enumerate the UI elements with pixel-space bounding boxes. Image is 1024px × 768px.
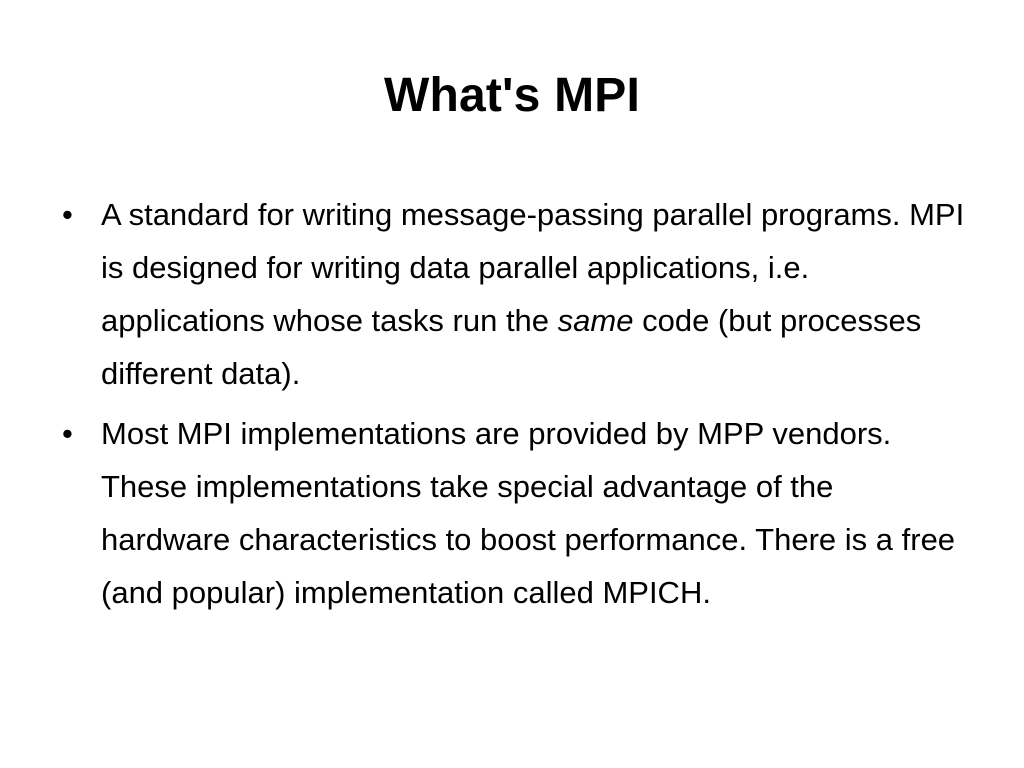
bullet-list [60,188,970,626]
bullet-icon: • [62,416,73,451]
slide-title: What's MPI [383,69,641,122]
bullet-1-text-after: code (but processes different data). [101,303,922,391]
bullet-1-text-before: A standard for writing message-passing parallel programs. MPI is designed for writing data parallel applications, i.e. applications whose tasks run the [101,197,965,338]
bullet-icon: • [62,197,73,232]
bullet-1-emphasis: same [557,303,634,338]
bullet-item-2 [60,407,970,619]
bullet-2-text: Most MPI implementations are provided by MPP vendors. These implementations take special advantage of the hardware characteristics to boost performance. There is a free (and popular) implementation called MPICH. [101,416,956,610]
bullet-item-1 [60,188,970,400]
